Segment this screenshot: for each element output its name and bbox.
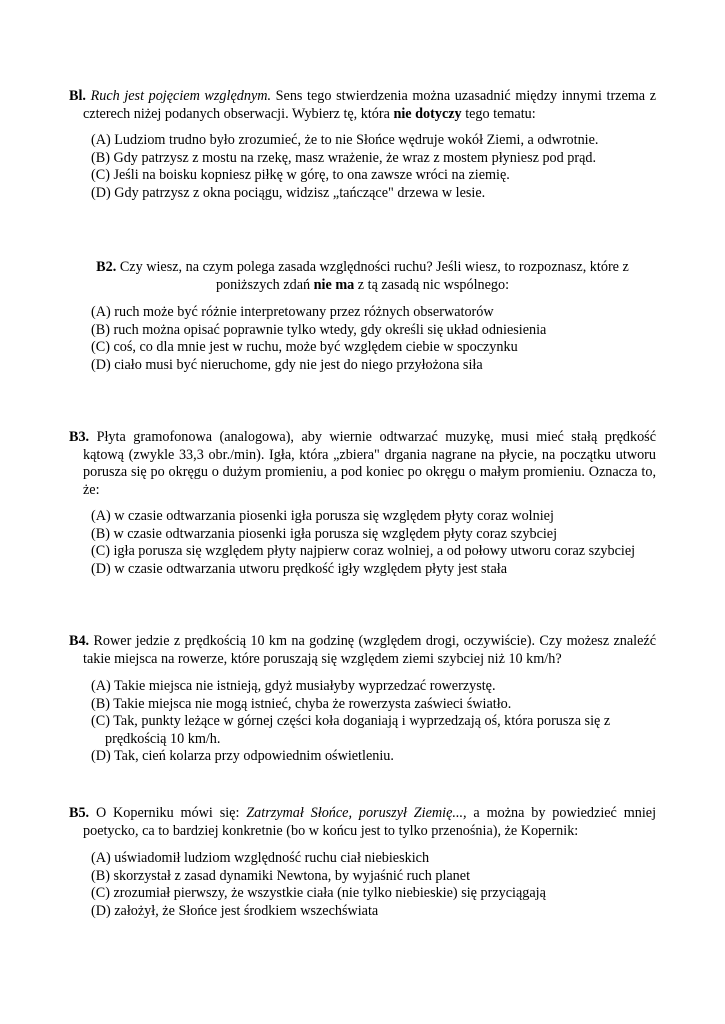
question-stem xyxy=(69,429,656,499)
option-label: (A) xyxy=(91,678,111,694)
answer-option xyxy=(69,167,656,185)
question-text: O Koperniku mówi się: xyxy=(89,805,247,821)
question-number: B2. xyxy=(96,259,117,275)
question-text: Płyta gramofonowa (analogowa), aby wiernie odtwarzać muzykę, musi mieć stałą prędkość kątową (zwykle 33,3 obr./min). Igła, która „zbiera" drgania nagrane na płycie, na początku utworu porusza się po okręgu o dużym promieniu, a pod koniec po okręgu o małym promieniu. Oznacza to, że: xyxy=(83,429,656,498)
option-label: (C) xyxy=(91,543,110,559)
question-b5 xyxy=(69,805,656,920)
answer-option xyxy=(69,885,656,903)
option-label: (D) xyxy=(91,748,111,764)
answer-option xyxy=(69,561,656,579)
answer-option xyxy=(69,748,656,766)
option-label: (C) xyxy=(91,339,110,355)
answer-option xyxy=(69,678,656,696)
option-text: igła porusza się względem płyty najpierw coraz wolniej, a od połowy utworu coraz szybciej xyxy=(113,543,636,559)
option-label: (B) xyxy=(91,695,110,712)
question-quote-italic: Zatrzymał Słońce, poruszył Ziemię..., xyxy=(246,805,467,821)
question-stem xyxy=(69,88,656,123)
option-text: Gdy patrzysz z okna pociągu, widzisz „tańczące" drzewa w lesie. xyxy=(114,184,486,201)
option-text: w czasie odtwarzania piosenki igła porusza się względem płyty coraz szybciej xyxy=(113,525,558,542)
option-text: Gdy patrzysz z mostu na rzekę, masz wrażenie, że wraz z mostem płyniesz pod prąd. xyxy=(113,149,597,166)
option-label: (B) xyxy=(91,867,110,884)
option-label: (A) xyxy=(91,304,111,320)
option-text: skorzystał z zasad dynamiki Newtona, by wyjaśnić ruch planet xyxy=(113,867,471,884)
answer-option xyxy=(69,850,656,868)
answer-option xyxy=(69,357,656,375)
option-text: Ludziom trudno było zrozumieć, że to nie Słońce wędruje wokół Ziemi, a odwrotnie. xyxy=(114,132,599,148)
option-label: (A) xyxy=(91,850,111,866)
answer-option xyxy=(69,322,656,340)
question-number: B5. xyxy=(69,805,90,821)
question-b1 xyxy=(69,88,656,202)
answer-option xyxy=(69,713,656,748)
option-text: w czasie odtwarzania utworu prędkość igły względem płyty jest stała xyxy=(114,560,508,577)
option-text: w czasie odtwarzania piosenki igła porusza się względem płyty coraz wolniej xyxy=(114,508,554,524)
option-label: (D) xyxy=(91,356,111,373)
option-label: (A) xyxy=(91,508,111,524)
question-stem xyxy=(69,259,656,294)
option-text: zrozumiał pierwszy, że wszystkie ciała (nie tylko niebieskie) się przyciągają xyxy=(113,885,546,901)
question-text-end: a można by powiedzieć mniej poetycko, ca to bardziej konkretnie (bo w końcu jest to tylko przenośnia), że Kopernik: xyxy=(83,805,657,839)
option-text: uświadomił ludziom względność ruchu ciał niebieskich xyxy=(114,850,430,866)
question-number: B3. xyxy=(69,429,90,445)
answer-option xyxy=(69,339,656,357)
answer-option xyxy=(69,132,656,150)
question-emphasis: nie dotyczy xyxy=(393,105,462,122)
answer-option xyxy=(69,185,656,203)
option-text: Jeśli na boisku kopniesz piłkę w górę, to ona zawsze wróci na ziemię. xyxy=(113,167,510,183)
option-text: ruch może być różnie interpretowany przez różnych obserwatorów xyxy=(114,304,494,320)
question-number: B4. xyxy=(69,633,90,649)
question-text: Sens tego stwierdzenia można uzasadnić między innymi trzema z czterech niżej podanych obserwacji. Wybierz tę, która xyxy=(83,88,656,122)
question-stem xyxy=(69,805,656,840)
question-stem xyxy=(69,633,656,668)
option-text: ruch można opisać poprawnie tylko wtedy, gdy określi się układ odniesienia xyxy=(113,321,547,338)
answer-options xyxy=(69,678,656,766)
option-label: (C) xyxy=(91,885,110,901)
answer-options xyxy=(69,508,656,578)
answer-options xyxy=(69,132,656,202)
answer-option xyxy=(69,903,656,921)
option-label: (B) xyxy=(91,149,110,166)
question-lead-italic: Ruch jest pojęciem względnym. xyxy=(90,88,272,104)
question-emphasis: nie ma xyxy=(313,276,355,293)
option-label: (C) xyxy=(91,713,110,729)
option-text: Takie miejsca nie istnieją, gdyż musiałyby wyprzedzać rowerzystę. xyxy=(114,678,496,694)
answer-option xyxy=(69,150,656,168)
question-text: Czy wiesz, na czym polega zasada względności ruchu? Jeśli wiesz, to rozpoznasz, które z poniższych zdań xyxy=(116,259,629,293)
question-b2 xyxy=(69,259,656,374)
answer-option xyxy=(69,543,656,561)
option-label: (A) xyxy=(91,132,111,148)
option-text: ciało musi być nieruchome, gdy nie jest do niego przyłożona siła xyxy=(114,356,483,373)
answer-options xyxy=(69,850,656,920)
option-label: (C) xyxy=(91,167,110,183)
option-text: Tak, cień kolarza przy odpowiednim oświetleniu. xyxy=(114,748,394,764)
answer-option xyxy=(69,526,656,544)
option-text: Tak, punkty leżące w górnej części koła doganiają i wyprzedzają oś, która porusza się z prędkością 10 km/h. xyxy=(105,713,611,747)
option-label: (D) xyxy=(91,902,111,919)
question-number: Bl. xyxy=(69,88,86,104)
answer-options xyxy=(69,304,656,374)
option-text: założył, że Słońce jest środkiem wszechświata xyxy=(114,902,379,919)
question-text-end: z tą zasadą nic wspólnego: xyxy=(354,276,510,293)
answer-option xyxy=(69,304,656,322)
option-label: (B) xyxy=(91,525,110,542)
option-text: Takie miejsca nie mogą istnieć, chyba że rowerzysta zaświeci światło. xyxy=(113,695,512,712)
option-label: (B) xyxy=(91,321,110,338)
answer-option xyxy=(69,508,656,526)
answer-option xyxy=(69,696,656,714)
option-label: (D) xyxy=(91,560,111,577)
question-text-end: tego tematu: xyxy=(461,105,536,122)
answer-option xyxy=(69,868,656,886)
option-label: (D) xyxy=(91,184,111,201)
question-text: Rower jedzie z prędkością 10 km na godzinę (względem drogi, oczywiście). Czy możesz znaleźć takie miejsca na rowerze, które poruszają się względem ziemi szybciej niż 10 km/h? xyxy=(83,633,656,667)
question-b3 xyxy=(69,429,656,578)
option-text: coś, co dla mnie jest w ruchu, może być względem ciebie w spoczynku xyxy=(113,339,518,355)
question-b4 xyxy=(69,633,656,766)
